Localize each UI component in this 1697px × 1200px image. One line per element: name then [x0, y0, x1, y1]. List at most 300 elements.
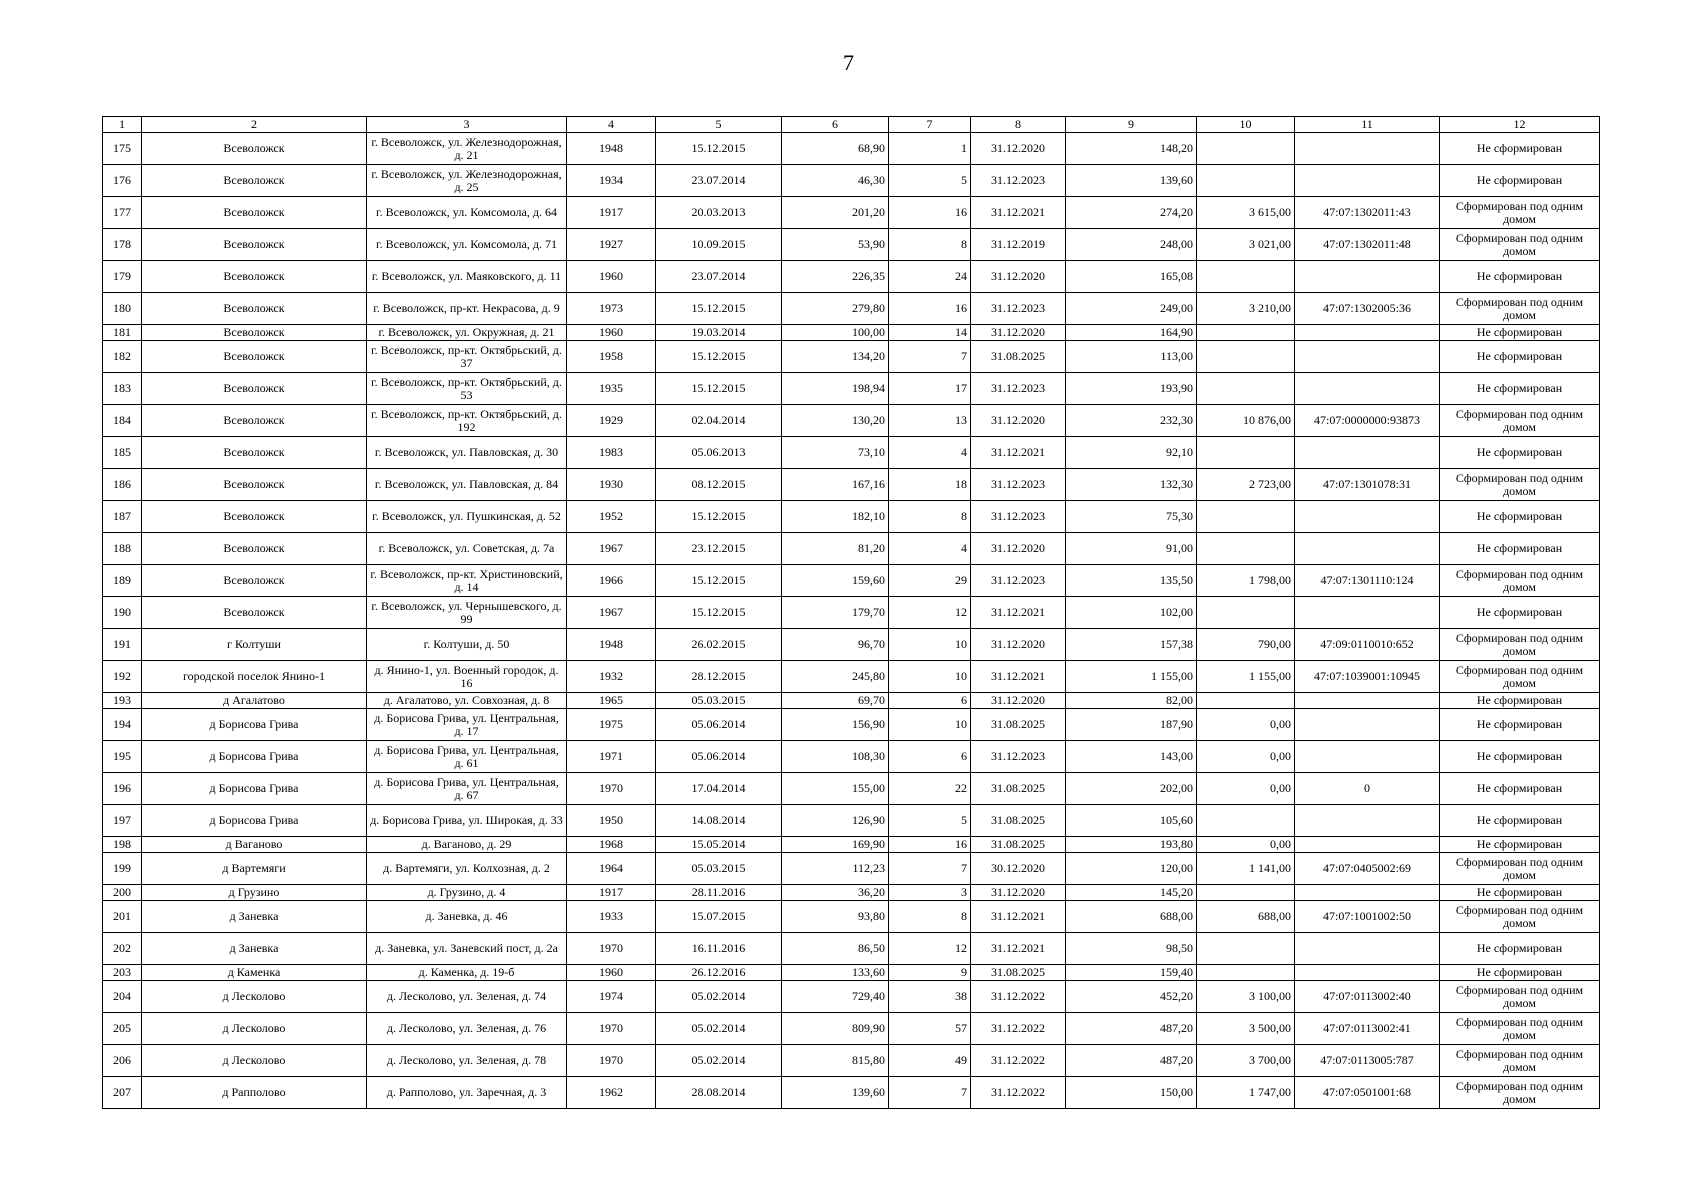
land-area-cell: 3 021,00	[1197, 229, 1295, 261]
land-plot-status-cell: Сформирован под одним домом	[1440, 901, 1600, 933]
year-built-cell: 1948	[567, 629, 656, 661]
year-built-cell: 1966	[567, 565, 656, 597]
land-area-cell	[1197, 885, 1295, 901]
land-plot-status-cell: Не сформирован	[1440, 165, 1600, 197]
residents-cell: 4	[889, 533, 971, 565]
column-9-value-cell: 132,30	[1066, 469, 1197, 501]
cadastral-number-cell	[1295, 341, 1440, 373]
year-built-cell: 1932	[567, 661, 656, 693]
land-area-cell: 3 700,00	[1197, 1045, 1295, 1077]
table-row	[103, 405, 1600, 437]
year-built-cell: 1952	[567, 501, 656, 533]
settlement-cell: Всеволожск	[142, 293, 367, 325]
resettlement-deadline-cell: 31.12.2023	[971, 165, 1066, 197]
column-9-value-cell: 248,00	[1066, 229, 1197, 261]
table-row	[103, 837, 1600, 853]
table-row	[103, 437, 1600, 469]
year-built-cell: 1975	[567, 709, 656, 741]
column-9-value-cell: 145,20	[1066, 885, 1197, 901]
land-area-cell: 688,00	[1197, 901, 1295, 933]
area-cell: 108,30	[782, 741, 889, 773]
address-cell: г. Всеволожск, ул. Пушкинская, д. 52	[367, 501, 567, 533]
land-area-cell	[1197, 533, 1295, 565]
cadastral-number-cell: 47:07:1001002:50	[1295, 901, 1440, 933]
cadastral-number-cell	[1295, 885, 1440, 901]
column-header: 11	[1295, 117, 1440, 133]
area-cell: 169,90	[782, 837, 889, 853]
settlement-cell: д Борисова Грива	[142, 741, 367, 773]
land-plot-status-cell: Не сформирован	[1440, 437, 1600, 469]
land-plot-status-cell: Не сформирован	[1440, 837, 1600, 853]
cadastral-number-cell	[1295, 709, 1440, 741]
address-cell: д. Ваганово, д. 29	[367, 837, 567, 853]
row-number-cell: 188	[103, 533, 142, 565]
land-plot-status-cell: Сформирован под одним домом	[1440, 853, 1600, 885]
land-plot-status-cell: Не сформирован	[1440, 133, 1600, 165]
land-area-cell	[1197, 165, 1295, 197]
year-built-cell: 1960	[567, 261, 656, 293]
column-header: 4	[567, 117, 656, 133]
row-number-cell: 203	[103, 965, 142, 981]
year-built-cell: 1917	[567, 885, 656, 901]
resettlement-deadline-cell: 31.12.2020	[971, 693, 1066, 709]
cadastral-number-cell	[1295, 325, 1440, 341]
address-cell: д. Борисова Грива, ул. Центральная, д. 67	[367, 773, 567, 805]
resettlement-deadline-cell: 31.12.2023	[971, 293, 1066, 325]
area-cell: 156,90	[782, 709, 889, 741]
year-built-cell: 1933	[567, 901, 656, 933]
address-cell: г. Всеволожск, ул. Советская, д. 7а	[367, 533, 567, 565]
year-built-cell: 1973	[567, 293, 656, 325]
recognition-date-cell: 23.07.2014	[656, 261, 782, 293]
column-9-value-cell: 102,00	[1066, 597, 1197, 629]
land-plot-status-cell: Сформирован под одним домом	[1440, 565, 1600, 597]
residents-cell: 16	[889, 197, 971, 229]
land-area-cell	[1197, 501, 1295, 533]
address-cell: г. Всеволожск, ул. Комсомола, д. 71	[367, 229, 567, 261]
residents-cell: 5	[889, 805, 971, 837]
residents-cell: 12	[889, 933, 971, 965]
residents-cell: 29	[889, 565, 971, 597]
land-area-cell	[1197, 693, 1295, 709]
row-number-cell: 185	[103, 437, 142, 469]
settlement-cell: д Борисова Грива	[142, 773, 367, 805]
area-cell: 73,10	[782, 437, 889, 469]
resettlement-deadline-cell: 31.12.2021	[971, 933, 1066, 965]
residents-cell: 38	[889, 981, 971, 1013]
column-9-value-cell: 202,00	[1066, 773, 1197, 805]
column-header: 12	[1440, 117, 1600, 133]
recognition-date-cell: 28.08.2014	[656, 1077, 782, 1109]
year-built-cell: 1917	[567, 197, 656, 229]
column-9-value-cell: 82,00	[1066, 693, 1197, 709]
year-built-cell: 1970	[567, 1045, 656, 1077]
column-9-value-cell: 135,50	[1066, 565, 1197, 597]
recognition-date-cell: 08.12.2015	[656, 469, 782, 501]
table-row	[103, 1077, 1600, 1109]
settlement-cell: Всеволожск	[142, 261, 367, 293]
cadastral-number-cell	[1295, 533, 1440, 565]
land-area-cell: 1 141,00	[1197, 853, 1295, 885]
settlement-cell: г Колтуши	[142, 629, 367, 661]
residents-cell: 13	[889, 405, 971, 437]
residents-cell: 8	[889, 501, 971, 533]
land-area-cell	[1197, 933, 1295, 965]
row-number-cell: 179	[103, 261, 142, 293]
area-cell: 100,00	[782, 325, 889, 341]
residents-cell: 16	[889, 293, 971, 325]
resettlement-deadline-cell: 31.12.2020	[971, 533, 1066, 565]
area-cell: 126,90	[782, 805, 889, 837]
area-cell: 729,40	[782, 981, 889, 1013]
year-built-cell: 1934	[567, 165, 656, 197]
year-built-cell: 1964	[567, 853, 656, 885]
cadastral-number-cell: 47:07:0113002:41	[1295, 1013, 1440, 1045]
address-cell: г. Всеволожск, ул. Окружная, д. 21	[367, 325, 567, 341]
address-cell: д. Грузино, д. 4	[367, 885, 567, 901]
address-cell: г. Всеволожск, ул. Павловская, д. 84	[367, 469, 567, 501]
column-header: 6	[782, 117, 889, 133]
address-cell: г. Всеволожск, ул. Железнодорожная, д. 21	[367, 133, 567, 165]
column-9-value-cell: 159,40	[1066, 965, 1197, 981]
land-plot-status-cell: Сформирован под одним домом	[1440, 1045, 1600, 1077]
row-number-cell: 205	[103, 1013, 142, 1045]
settlement-cell: д Вартемяги	[142, 853, 367, 885]
row-number-cell: 177	[103, 197, 142, 229]
column-9-value-cell: 148,20	[1066, 133, 1197, 165]
row-number-cell: 201	[103, 901, 142, 933]
address-cell: д. Вартемяги, ул. Колхозная, д. 2	[367, 853, 567, 885]
land-area-cell	[1197, 261, 1295, 293]
column-9-value-cell: 1 155,00	[1066, 661, 1197, 693]
settlement-cell: Всеволожск	[142, 341, 367, 373]
table-row	[103, 501, 1600, 533]
table-row	[103, 629, 1600, 661]
column-9-value-cell: 487,20	[1066, 1045, 1197, 1077]
recognition-date-cell: 10.09.2015	[656, 229, 782, 261]
area-cell: 167,16	[782, 469, 889, 501]
year-built-cell: 1950	[567, 805, 656, 837]
address-cell: г. Всеволожск, пр-кт. Октябрьский, д. 192	[367, 405, 567, 437]
row-number-cell: 180	[103, 293, 142, 325]
land-area-cell: 1 155,00	[1197, 661, 1295, 693]
area-cell: 815,80	[782, 1045, 889, 1077]
resettlement-deadline-cell: 31.08.2025	[971, 773, 1066, 805]
table-row	[103, 885, 1600, 901]
cadastral-number-cell: 47:07:1301078:31	[1295, 469, 1440, 501]
column-header: 3	[367, 117, 567, 133]
settlement-cell: д Заневка	[142, 901, 367, 933]
column-9-value-cell: 165,08	[1066, 261, 1197, 293]
recognition-date-cell: 15.12.2015	[656, 341, 782, 373]
area-cell: 245,80	[782, 661, 889, 693]
recognition-date-cell: 15.12.2015	[656, 597, 782, 629]
cadastral-number-cell: 47:07:0113002:40	[1295, 981, 1440, 1013]
settlement-cell: Всеволожск	[142, 565, 367, 597]
column-9-value-cell: 150,00	[1066, 1077, 1197, 1109]
resettlement-deadline-cell: 31.12.2020	[971, 405, 1066, 437]
land-plot-status-cell: Сформирован под одним домом	[1440, 229, 1600, 261]
recognition-date-cell: 26.12.2016	[656, 965, 782, 981]
land-plot-status-cell: Сформирован под одним домом	[1440, 197, 1600, 229]
resettlement-deadline-cell: 31.08.2025	[971, 341, 1066, 373]
row-number-cell: 182	[103, 341, 142, 373]
residents-cell: 5	[889, 165, 971, 197]
year-built-cell: 1927	[567, 229, 656, 261]
year-built-cell: 1967	[567, 533, 656, 565]
recognition-date-cell: 16.11.2016	[656, 933, 782, 965]
table-row	[103, 1045, 1600, 1077]
settlement-cell: Всеволожск	[142, 597, 367, 629]
year-built-cell: 1970	[567, 1013, 656, 1045]
residents-cell: 9	[889, 965, 971, 981]
address-cell: д. Рапполово, ул. Заречная, д. 3	[367, 1077, 567, 1109]
recognition-date-cell: 15.07.2015	[656, 901, 782, 933]
cadastral-number-cell	[1295, 373, 1440, 405]
address-cell: г. Всеволожск, ул. Маяковского, д. 11	[367, 261, 567, 293]
resettlement-deadline-cell: 31.12.2021	[971, 597, 1066, 629]
cadastral-number-cell: 47:07:1039001:10945	[1295, 661, 1440, 693]
area-cell: 155,00	[782, 773, 889, 805]
land-plot-status-cell: Не сформирован	[1440, 965, 1600, 981]
settlement-cell: Всеволожск	[142, 501, 367, 533]
land-plot-status-cell: Не сформирован	[1440, 741, 1600, 773]
cadastral-number-cell	[1295, 741, 1440, 773]
land-area-cell: 1 747,00	[1197, 1077, 1295, 1109]
table-row	[103, 901, 1600, 933]
residents-cell: 24	[889, 261, 971, 293]
settlement-cell: Всеволожск	[142, 229, 367, 261]
land-area-cell	[1197, 341, 1295, 373]
table-row	[103, 373, 1600, 405]
address-cell: д. Борисова Грива, ул. Центральная, д. 17	[367, 709, 567, 741]
settlement-cell: д Агалатово	[142, 693, 367, 709]
settlement-cell: Всеволожск	[142, 133, 367, 165]
year-built-cell: 1929	[567, 405, 656, 437]
table-row	[103, 853, 1600, 885]
cadastral-number-cell: 0	[1295, 773, 1440, 805]
area-cell: 279,80	[782, 293, 889, 325]
year-built-cell: 1960	[567, 965, 656, 981]
land-area-cell: 3 210,00	[1197, 293, 1295, 325]
address-cell: д. Борисова Грива, ул. Широкая, д. 33	[367, 805, 567, 837]
row-number-cell: 178	[103, 229, 142, 261]
cadastral-number-cell	[1295, 165, 1440, 197]
area-cell: 198,94	[782, 373, 889, 405]
address-cell: д. Заневка, ул. Заневский пост, д. 2а	[367, 933, 567, 965]
residents-cell: 17	[889, 373, 971, 405]
land-plot-status-cell: Не сформирован	[1440, 501, 1600, 533]
resettlement-deadline-cell: 31.08.2025	[971, 709, 1066, 741]
area-cell: 86,50	[782, 933, 889, 965]
column-9-value-cell: 105,60	[1066, 805, 1197, 837]
residents-cell: 10	[889, 629, 971, 661]
cadastral-number-cell	[1295, 837, 1440, 853]
recognition-date-cell: 05.02.2014	[656, 1045, 782, 1077]
land-area-cell: 790,00	[1197, 629, 1295, 661]
table-row	[103, 165, 1600, 197]
resettlement-deadline-cell: 31.12.2021	[971, 901, 1066, 933]
resettlement-deadline-cell: 31.12.2023	[971, 373, 1066, 405]
land-area-cell	[1197, 373, 1295, 405]
column-9-value-cell: 193,80	[1066, 837, 1197, 853]
year-built-cell: 1967	[567, 597, 656, 629]
area-cell: 81,20	[782, 533, 889, 565]
resettlement-deadline-cell: 31.12.2022	[971, 1077, 1066, 1109]
column-9-value-cell: 157,38	[1066, 629, 1197, 661]
residents-cell: 49	[889, 1045, 971, 1077]
table-row	[103, 805, 1600, 837]
land-area-cell: 0,00	[1197, 837, 1295, 853]
resettlement-deadline-cell: 31.12.2023	[971, 469, 1066, 501]
settlement-cell: Всеволожск	[142, 437, 367, 469]
cadastral-number-cell: 47:07:1302011:48	[1295, 229, 1440, 261]
column-header: 5	[656, 117, 782, 133]
row-number-cell: 194	[103, 709, 142, 741]
cadastral-number-cell	[1295, 437, 1440, 469]
recognition-date-cell: 26.02.2015	[656, 629, 782, 661]
resettlement-deadline-cell: 31.12.2021	[971, 437, 1066, 469]
table-row	[103, 565, 1600, 597]
settlement-cell: Всеволожск	[142, 405, 367, 437]
residents-cell: 10	[889, 709, 971, 741]
recognition-date-cell: 28.12.2015	[656, 661, 782, 693]
recognition-date-cell: 05.03.2015	[656, 853, 782, 885]
settlement-cell: д Рапполово	[142, 1077, 367, 1109]
table-row	[103, 965, 1600, 981]
area-cell: 201,20	[782, 197, 889, 229]
resettlement-deadline-cell: 31.12.2021	[971, 661, 1066, 693]
resettlement-deadline-cell: 31.12.2023	[971, 565, 1066, 597]
column-header: 2	[142, 117, 367, 133]
residents-cell: 18	[889, 469, 971, 501]
settlement-cell: д Лесколово	[142, 981, 367, 1013]
area-cell: 93,80	[782, 901, 889, 933]
recognition-date-cell: 14.08.2014	[656, 805, 782, 837]
address-cell: д. Лесколово, ул. Зеленая, д. 76	[367, 1013, 567, 1045]
table-row	[103, 325, 1600, 341]
table-header-row	[103, 117, 1600, 133]
cadastral-number-cell: 47:07:1302005:36	[1295, 293, 1440, 325]
cadastral-number-cell	[1295, 805, 1440, 837]
table-row	[103, 741, 1600, 773]
cadastral-number-cell: 47:07:1302011:43	[1295, 197, 1440, 229]
settlement-cell: д Ваганово	[142, 837, 367, 853]
row-number-cell: 206	[103, 1045, 142, 1077]
column-9-value-cell: 164,90	[1066, 325, 1197, 341]
table-row	[103, 933, 1600, 965]
land-plot-status-cell: Не сформирован	[1440, 533, 1600, 565]
land-area-cell: 3 500,00	[1197, 1013, 1295, 1045]
column-9-value-cell: 193,90	[1066, 373, 1197, 405]
area-cell: 133,60	[782, 965, 889, 981]
settlement-cell: Всеволожск	[142, 533, 367, 565]
column-9-value-cell: 232,30	[1066, 405, 1197, 437]
resettlement-deadline-cell: 31.12.2020	[971, 885, 1066, 901]
year-built-cell: 1958	[567, 341, 656, 373]
cadastral-number-cell	[1295, 933, 1440, 965]
land-area-cell	[1197, 437, 1295, 469]
residents-cell: 10	[889, 661, 971, 693]
recognition-date-cell: 19.03.2014	[656, 325, 782, 341]
address-cell: г. Колтуши, д. 50	[367, 629, 567, 661]
resettlement-deadline-cell: 31.12.2019	[971, 229, 1066, 261]
resettlement-deadline-cell: 31.12.2023	[971, 741, 1066, 773]
row-number-cell: 192	[103, 661, 142, 693]
row-number-cell: 204	[103, 981, 142, 1013]
column-9-value-cell: 143,00	[1066, 741, 1197, 773]
residents-cell: 22	[889, 773, 971, 805]
address-cell: г. Всеволожск, ул. Чернышевского, д. 99	[367, 597, 567, 629]
area-cell: 68,90	[782, 133, 889, 165]
residents-cell: 6	[889, 693, 971, 709]
year-built-cell: 1983	[567, 437, 656, 469]
column-9-value-cell: 113,00	[1066, 341, 1197, 373]
residents-cell: 7	[889, 341, 971, 373]
year-built-cell: 1930	[567, 469, 656, 501]
recognition-date-cell: 15.12.2015	[656, 565, 782, 597]
row-number-cell: 198	[103, 837, 142, 853]
cadastral-number-cell	[1295, 965, 1440, 981]
column-9-value-cell: 92,10	[1066, 437, 1197, 469]
land-plot-status-cell: Не сформирован	[1440, 805, 1600, 837]
column-header: 7	[889, 117, 971, 133]
residents-cell: 1	[889, 133, 971, 165]
address-cell: г. Всеволожск, ул. Железнодорожная, д. 25	[367, 165, 567, 197]
land-plot-status-cell: Сформирован под одним домом	[1440, 981, 1600, 1013]
table-row	[103, 693, 1600, 709]
recognition-date-cell: 05.06.2014	[656, 709, 782, 741]
column-9-value-cell: 91,00	[1066, 533, 1197, 565]
land-area-cell: 2 723,00	[1197, 469, 1295, 501]
year-built-cell: 1935	[567, 373, 656, 405]
land-area-cell: 0,00	[1197, 709, 1295, 741]
recognition-date-cell: 23.07.2014	[656, 165, 782, 197]
land-area-cell	[1197, 805, 1295, 837]
column-9-value-cell: 187,90	[1066, 709, 1197, 741]
settlement-cell: д Лесколово	[142, 1045, 367, 1077]
year-built-cell: 1970	[567, 933, 656, 965]
cadastral-number-cell: 47:07:1301110:124	[1295, 565, 1440, 597]
row-number-cell: 176	[103, 165, 142, 197]
column-header: 9	[1066, 117, 1197, 133]
land-area-cell: 10 876,00	[1197, 405, 1295, 437]
area-cell: 53,90	[782, 229, 889, 261]
land-area-cell	[1197, 325, 1295, 341]
address-cell: д. Агалатово, ул. Совхозная, д. 8	[367, 693, 567, 709]
residents-cell: 12	[889, 597, 971, 629]
recognition-date-cell: 05.02.2014	[656, 981, 782, 1013]
area-cell: 179,70	[782, 597, 889, 629]
resettlement-deadline-cell: 31.12.2022	[971, 1013, 1066, 1045]
area-cell: 46,30	[782, 165, 889, 197]
settlement-cell: д Борисова Грива	[142, 805, 367, 837]
recognition-date-cell: 15.12.2015	[656, 501, 782, 533]
address-cell: г. Всеволожск, пр-кт. Октябрьский, д. 53	[367, 373, 567, 405]
table-row	[103, 341, 1600, 373]
residents-cell: 8	[889, 901, 971, 933]
table-row	[103, 597, 1600, 629]
recognition-date-cell: 15.12.2015	[656, 133, 782, 165]
settlement-cell: д Лесколово	[142, 1013, 367, 1045]
area-cell: 139,60	[782, 1077, 889, 1109]
residents-cell: 57	[889, 1013, 971, 1045]
land-plot-status-cell: Не сформирован	[1440, 933, 1600, 965]
address-cell: д. Заневка, д. 46	[367, 901, 567, 933]
column-9-value-cell: 98,50	[1066, 933, 1197, 965]
year-built-cell: 1948	[567, 133, 656, 165]
resettlement-deadline-cell: 31.12.2020	[971, 261, 1066, 293]
